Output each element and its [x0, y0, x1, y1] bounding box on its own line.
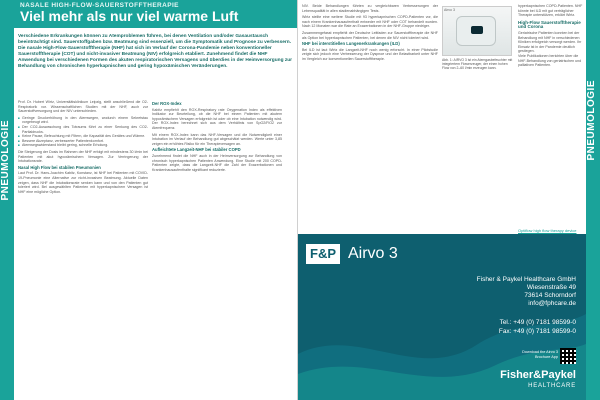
col2-subhead: Der ROX-Index — [152, 101, 182, 106]
right-columns — [302, 4, 438, 234]
col1-body: Die Steigerung der Dosis im Rahmen der NHF erfolgt mit mindestens 30 l/min bei Patienten mit akut hypoxämischem Versagen. Zur Verringerung der Intubationsrate. — [18, 149, 148, 164]
cola-body4: Bei ILD ist laut Wirtz die Langzeit-NHF noch wenig erforscht. In einer Pilotstudie zeigte sich jedoch eine Verbesserung der Dyspnoe und der Belastbarkeit unter NHF im Vergleich zur konventionellen Sauerstofftherapie. — [302, 47, 438, 61]
col2-body2: Mit einem ROX-Index kann das NHF-Versagen und die Notwendigkeit einer Intubation im Verlauf der Behandlung gut abgeschätzt werden. Werte unter 3,85 zeigen ein erhöhtes Risiko für ein Therapieversagen an. — [152, 132, 282, 146]
col1-bullet: ■ Keine Pause, Befeuchtung mit Filtern, die Kapazität des Gerätes und Wärme. — [18, 134, 148, 139]
left-page — [0, 0, 298, 400]
right-column-a — [302, 4, 438, 234]
ad-fax: Fax: +49 (0) 7181 98599-0 — [498, 328, 576, 335]
cola-body3: Zusammengefasst empfiehlt der Deutsche Leitfaden zur Sauerstofftherapie die NHF als Option bei hyperkapnischen Patienten, bei denen die NIV nicht toleriert wird. — [302, 30, 438, 40]
photo-caption-head: Airvo 3 — [444, 8, 455, 12]
right-side-label: PNEUMOLOGIE — [586, 80, 597, 161]
right-side-column — [518, 4, 584, 68]
col1-bullet: ■ Bessere Akzeptanz, verbesserter Patientenkomfort. — [18, 139, 148, 144]
ad-qr-label: Download the Airvo 3 Brochure App — [522, 350, 558, 359]
article-kicker: NASALE HIGH-FLOW-SAUERSTOFFTHERAPIE — [20, 2, 179, 9]
ad-phone: Tel.: +49 (0) 7181 98599-0 — [499, 319, 576, 326]
humidifier-device-image — [456, 16, 496, 46]
fisher-paykel-brand — [500, 370, 576, 392]
left-columns — [18, 100, 282, 396]
ad-company-line: info@fphcare.de — [528, 300, 576, 307]
col2-subhead2: Aufleichtete Langzeit-NHF bei stabiler COPD — [152, 147, 241, 153]
ad-company-line: 73614 Schorndorf — [524, 292, 576, 299]
col2-body3: Zunehmend findet die NHF auch in der Heimversorgung zur Behandlung von chronisch hyperkapnischen Patienten Anwendung. Eine Studie mit 200 COPD-Patienten zeigte, dass die Langzeit-NHF die Zahl der Exazerbationen und Krankenhausaufenthalte signifikant reduzierte. — [152, 153, 282, 172]
col1-subhead: Nasal High Flow bei stabilen Pneumonien — [18, 164, 101, 170]
col1-intro: Prof. Dr. Hubert Wirtz, Universitätsklinikum Leipzig, stellt anschließend die O2-Respiratorik vor. Wissenschaftlichen Studien mit der NHF, auch zur Sauerstoffversorgung und der NIV unterschieden. — [18, 100, 148, 114]
qr-code-icon[interactable] — [560, 348, 576, 364]
cola-subhead: NHF bei interstitiellen Lungenerkrankungen (ILD) — [302, 41, 400, 47]
col2-body: Kabitz empfiehlt den ROX-Respiratory rate Oxygenation Index als effektiven Indikator zur Beurteilung, ob die NHF bei einem Patienten mit akutem hypoxämischem Versagen erfolgreich ist oder ob eine Intubation notwendig wird. Der ROX-Index berechnet sich aus dem Verhältnis von SpO2/FiO2 zur Atemfrequenz. — [152, 107, 282, 130]
ad-product-name: Airvo 3 — [348, 245, 398, 262]
sidecol-body: hyperkapnischen COPD-Patienten. NHF könnte bei ILD mit gut verträglicher Therapie unterstützen, erklärt Wirtz. — [518, 4, 583, 18]
fp-logo: F&P — [306, 244, 340, 264]
left-column-2 — [152, 100, 282, 396]
ad-contact — [499, 318, 576, 336]
col1-bullet: ■ Atemwegswiderstand bleibt gering, schnelle Erholung. — [18, 143, 148, 148]
sidecol-subhead: High-Flow Sauerstofftherapie und Corona — [518, 19, 581, 30]
col1-bullet: ■ Der CO2-Auswaschung des Totraums führt zu einer Senkung des CO2-Partialdrucks. — [18, 125, 148, 134]
left-column-1 — [18, 100, 148, 396]
ad-link[interactable]: Optiflow high flow therapy device — [518, 228, 577, 233]
right-page — [298, 0, 600, 400]
article-header — [14, 0, 298, 28]
left-side-strip — [0, 0, 14, 400]
brand-line-small: HEALTHCARE — [528, 383, 576, 389]
ad-company-line: Wiesenstraße 49 — [526, 284, 576, 291]
col1-bullet: ■ Geringe Druckerhöhung in den Atemwegen, wodurch einem Sekretstau vorgebeugt wird. — [18, 116, 148, 125]
left-side-label: PNEUMOLOGIE — [0, 120, 11, 201]
ad-company-line: Fisher & Paykel Healthcare GmbH — [476, 276, 576, 283]
brand-line: Fisher&Paykel — [500, 369, 576, 381]
col1-body2: Laut Prof. Dr. Hans-Joachim Kabitz, Konstanz, ist NHF bei Patienten mit COVID-19-Pneumonie eine Alternative zur nicht-invasiven Beatmung. Aktuelle Daten zeigen, dass NHF die Intubationsrate senken kann und von den Patienten gut toleriert wird. Bei ausgewählten Patienten mit hyperkapnischem Versagen ist NHF eine mögliche Option. — [18, 171, 148, 194]
col1-bullets — [18, 116, 148, 148]
cola-body2: Wirtz stellte eine weitere Studie mit 93 hyperkapnischen COPD-Patienten vor, die nach einem Krankenhausaufenthalt entweder mit NHF oder COT behandelt wurden. Nach 12 Monaten war die Rate an Exazerbationen in der NHF-Gruppe niedriger. — [302, 15, 438, 29]
photo-caption: Abb. 1: AIRVO 3 ist ein Atemgasbefeuchter mit integriertem Flowerzeuger, der einen hohen Flow von 2–60 l/min erzeugen kann. — [442, 58, 513, 71]
ad-company-address — [477, 276, 576, 308]
advertisement[interactable] — [298, 234, 586, 400]
article-lead: Verschiedene Erkrankungen können zu Atemproblemen führen, bei denen Ventilation und/oder Gasaustausch beeinträchtigt sind. Sauerstoffgaben bzw. Beatmung sind essenziell, um die Symptomatik und Prognose zu verbessern. Die nasale High-Flow-Sauerstofftherapie (NHF) hat sich im Verlauf der Corona-Pandemie neben konventioneller Sauerstofftherapie (COT) und nicht-invasiver Beatmung (NIV) erfolgreich etabliert. Zunehmend findet die NHF Anwendung bei verschiedenen Formen des akuten respiratorischen Versagens und überdies in der Heimversorgung zur Behandlung von chronischen hyperkapnischen und gering hypoxämischen Veränderungen. — [18, 34, 293, 69]
sidecol-body3: Viele Publikationen berichten über die NHF-Behandlung von geriatrischen und palliativen Patienten. — [518, 53, 582, 68]
right-side-strip — [586, 0, 600, 400]
cola-body: NIV. Beide Behandlungen führten zu vergleichbaren Verbesserungen der Lebensqualität in allen stadienabhängigen Tests. — [302, 4, 438, 13]
sidecol-body2: Geriatrische Patienten konnten bei der Behandlung mit NHF in verschiedenen Kliniken erfolgreich versorgt werden. Ihr Einsatz ist in der Pandemie deutlich gestiegen. — [518, 30, 582, 54]
article-headline: Viel mehr als nur viel warme Luft — [20, 8, 239, 24]
